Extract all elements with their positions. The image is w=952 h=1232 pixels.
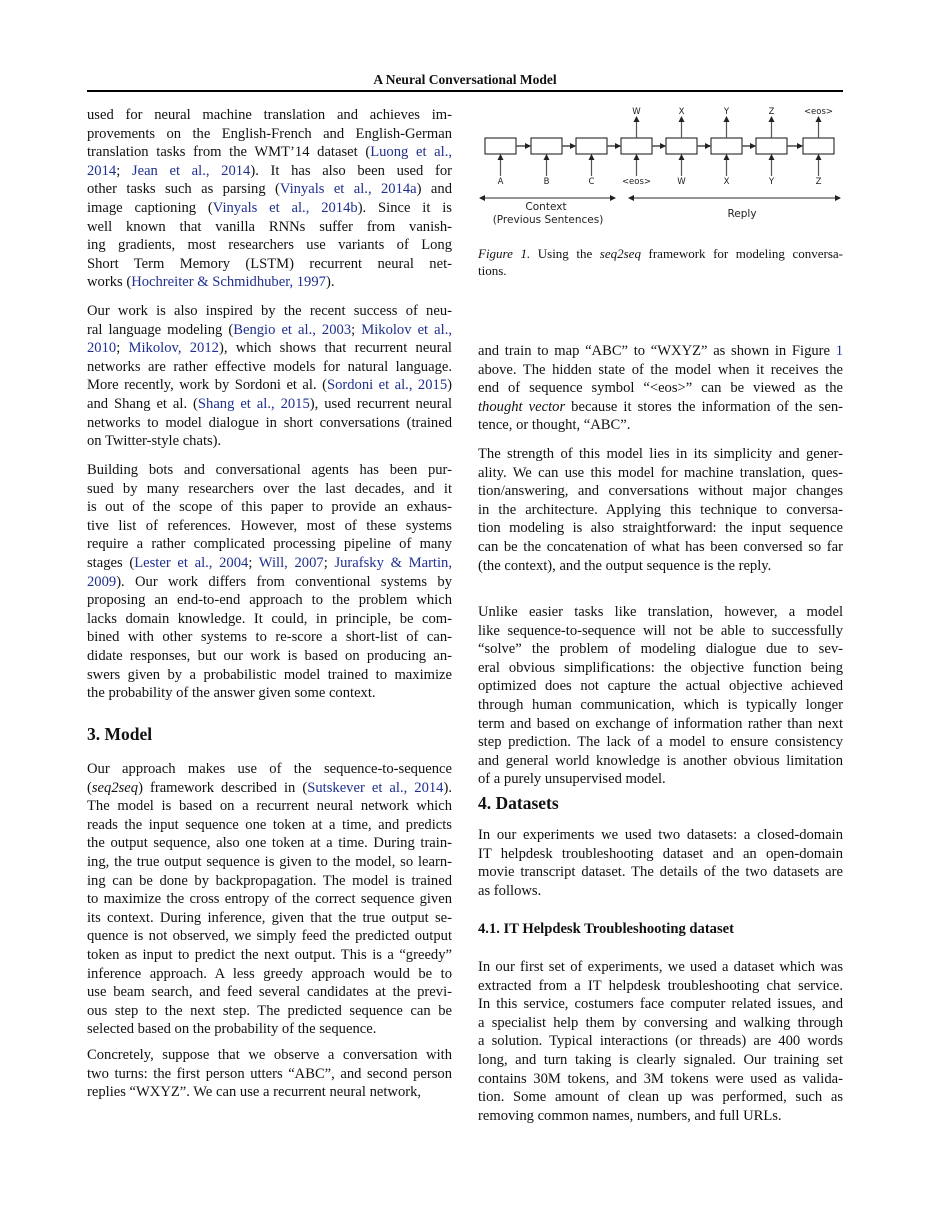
cell-input-label: C	[588, 177, 595, 187]
body-text: The model is based on a recurrent neural network which	[87, 798, 452, 815]
body-text: ing gradients, most researchers use variants of Long	[87, 237, 452, 254]
lstm-cell-box	[531, 138, 562, 154]
cell-input-label: B	[543, 177, 550, 187]
text-line	[87, 218, 452, 237]
figure-1-caption	[478, 245, 843, 279]
body-text: above. The hidden state of the model when it receives the	[478, 361, 843, 378]
context-sublabel: (Previous Sentences)	[492, 214, 604, 226]
body-text: ral language modeling (	[87, 321, 234, 338]
text-line	[478, 445, 843, 464]
body-text: translation tasks from the WMT’14 dataset (	[87, 144, 371, 161]
body-text: its context. During inference, given that the true output se-	[87, 909, 452, 926]
body-text: ;	[351, 321, 362, 338]
body-text: as follows.	[478, 882, 542, 899]
reply-label: Reply	[727, 208, 757, 220]
body-text: In our first set of experiments, we used a dataset which was	[478, 959, 843, 975]
figure-1-seq2seq-diagram	[478, 100, 846, 230]
cell-output-label: <eos>	[803, 107, 834, 117]
text-line	[87, 236, 452, 255]
text-line	[87, 666, 452, 685]
lstm-cell-box	[576, 138, 607, 154]
body-text: quence is not observed, we simply feed the predicted output	[87, 928, 452, 945]
body-text: works (	[87, 274, 132, 291]
text-line	[87, 853, 452, 872]
text-line	[478, 770, 843, 789]
text-line	[87, 414, 452, 433]
text-line	[87, 535, 452, 554]
body-text: proposing an end-to-end approach to the problem which	[87, 592, 452, 609]
cell-input-label: W	[677, 177, 686, 187]
text-line	[87, 909, 452, 928]
body-text: the output sequence, also one token at a time. During train-	[87, 835, 452, 852]
body-text: sued by many researchers over the last decades, and it	[87, 480, 452, 497]
paragraph-concrete-example	[87, 1046, 452, 1102]
text-line	[87, 339, 452, 358]
text-line	[87, 180, 452, 199]
body-text: ), which shows that recurrent neural	[218, 340, 452, 357]
body-text: and general world knowledge is another obvious limitation	[478, 752, 843, 769]
paragraph-language-modeling	[87, 302, 452, 451]
text-line	[87, 376, 452, 395]
body-text: ) and	[416, 181, 452, 198]
body-text: used for neural machine translation and achieves im-	[87, 107, 452, 123]
body-text: (the context), and the output sequence is the reply.	[478, 557, 772, 574]
lstm-cell-box	[756, 138, 787, 154]
body-text: on Twitter-style chats).	[87, 433, 222, 450]
text-line	[478, 882, 843, 901]
text-line	[478, 1107, 843, 1126]
text-line	[87, 872, 452, 891]
body-text: use beam search, and feed several candidates at the previ-	[87, 984, 452, 1001]
paragraph-thought-vector	[478, 342, 843, 435]
text-line	[478, 622, 843, 641]
body-text: ;	[323, 554, 335, 571]
text-line	[478, 501, 843, 520]
body-text: didate responses, but our work is based on producing an-	[87, 647, 452, 664]
text-line	[87, 983, 452, 1002]
body-text: a solution. Typical interactions (or threads) are 400 words	[478, 1033, 843, 1050]
text-line	[478, 752, 843, 771]
citation-link[interactable]: Jurafsky & Martin,	[334, 554, 452, 571]
body-text: require a rather complicated processing pipeline of many	[87, 536, 452, 553]
text-line	[87, 321, 452, 340]
body-text: long, and turn taking is clearly signaled. Our training set	[478, 1051, 843, 1068]
body-text: can be the concatenation of what has been conversed so far	[478, 538, 843, 555]
body-text: optimized does not capture the actual objective achieved	[478, 678, 843, 695]
text-line	[87, 498, 452, 517]
emphasis-text: thought vector	[478, 398, 566, 415]
body-text: step prediction. The lack of a model to ensure consistency	[478, 734, 843, 751]
text-line	[87, 199, 452, 218]
citation-link[interactable]: Bengio et al., 2003	[233, 321, 352, 338]
body-text: is out of the scope of this paper to provide an exhaus-	[87, 499, 452, 516]
caption-line	[478, 245, 843, 262]
paragraph-intro-rnn	[87, 106, 452, 292]
text-line	[478, 715, 843, 734]
body-text: ).	[325, 274, 335, 291]
body-text: tive list of references. However, most of these systems	[87, 517, 452, 534]
citation-link[interactable]: Jean et al., 2014	[131, 162, 251, 179]
text-line	[87, 461, 452, 480]
header-rule	[87, 90, 843, 92]
citation-link[interactable]: Luong et al.,	[370, 144, 452, 161]
body-text: removing common names, numbers, and full URLs.	[478, 1107, 782, 1124]
text-line	[87, 591, 452, 610]
body-text: tion. Some amount of clean up was performed, such as	[478, 1089, 843, 1106]
text-line	[478, 995, 843, 1014]
body-text: well known that vanilla RNNs suffer from vanish-	[87, 218, 452, 235]
lstm-cell-box	[621, 138, 652, 154]
body-text: two turns: the first person utters “ABC”, and second person	[87, 1065, 452, 1082]
text-line	[478, 1032, 843, 1051]
text-line	[478, 826, 843, 845]
body-text: and Shang et al. (	[87, 395, 198, 412]
body-text: ;	[116, 162, 132, 179]
text-line	[87, 554, 452, 573]
body-text: contains 30M tokens, and 3M tokens were used as valida-	[478, 1070, 843, 1087]
text-line	[478, 1088, 843, 1107]
body-text: reads the input sequence one token at a time, and predicts	[87, 816, 452, 833]
paragraph-it-helpdesk-dataset	[478, 958, 843, 1125]
citation-link[interactable]: Shang et al., 2015	[197, 395, 310, 412]
body-text: ous step to the next step. The predicted sequence can be	[87, 1002, 452, 1019]
body-text: because it stores the information of the sen-	[565, 398, 843, 415]
text-line	[87, 255, 452, 274]
body-text: other tasks such as parsing (	[87, 181, 280, 198]
citation-link[interactable]: Sutskever et al., 2014	[307, 779, 444, 796]
text-line	[478, 416, 843, 435]
body-text: ;	[116, 340, 129, 357]
body-text: networks are rather effective models for natural language.	[87, 358, 452, 375]
body-text: stages (	[87, 554, 135, 571]
body-text: ) framework described in (	[138, 779, 308, 796]
text-line	[478, 1051, 843, 1070]
body-text: In our experiments we used two datasets: a closed-domain	[478, 827, 843, 843]
body-text: and train to map “ABC” to “WXYZ” as shown in Figure	[478, 343, 836, 359]
body-text: ). Since it is	[357, 199, 452, 216]
text-line	[478, 379, 843, 398]
body-text: framework for modeling conversa-	[640, 246, 843, 261]
text-line	[87, 106, 452, 125]
text-line	[478, 603, 843, 622]
paragraph-model-approach	[87, 760, 452, 1039]
text-line	[478, 677, 843, 696]
body-text: tions.	[478, 263, 507, 278]
body-text: Using the	[530, 246, 600, 261]
body-text: to maximize the cross entropy of the correct sequence given	[87, 891, 452, 908]
text-line	[87, 302, 452, 321]
text-line	[87, 273, 452, 292]
lstm-cell-box	[485, 138, 516, 154]
text-line	[478, 845, 843, 864]
body-text: movie transcript dataset. The details of the two datasets are	[478, 864, 843, 881]
text-line	[87, 125, 452, 144]
text-line	[87, 834, 452, 853]
body-text: Our work is also inspired by the recent success of neu-	[87, 303, 452, 319]
body-text: Building bots and conversational agents has been pur-	[87, 462, 452, 478]
text-line	[478, 958, 843, 977]
body-text: inference approach. A less greedy approach would be to	[87, 965, 452, 982]
text-line	[87, 358, 452, 377]
lstm-cell-box	[666, 138, 697, 154]
cell-output-label: Z	[768, 107, 775, 117]
citation-link[interactable]: Lester et al., 2004	[134, 554, 249, 571]
body-text: )	[447, 377, 452, 394]
citation-link[interactable]: Mikolov, 2012	[128, 340, 219, 357]
context-label: Context	[525, 201, 567, 213]
cell-output-label: X	[678, 107, 685, 117]
citation-link[interactable]: Sordoni et al., 2015	[326, 377, 448, 394]
cell-input-label: A	[497, 177, 504, 187]
lstm-cell-box	[803, 138, 834, 154]
body-text: ing, the true output sequence is given to the model, so learn-	[87, 853, 452, 870]
text-line	[478, 1070, 843, 1089]
section-heading-model: 3. Model	[87, 724, 153, 744]
body-text: tence, or thought, “ABC”.	[478, 417, 631, 434]
body-text: like sequence-to-sequence will not be able to successfully	[478, 622, 843, 639]
text-line	[87, 927, 452, 946]
body-text: ), used recurrent neural	[309, 395, 452, 412]
body-text: the probability of the answer given some context.	[87, 685, 376, 702]
body-text: through human communication, which is typically longer	[478, 696, 843, 713]
body-text: Our approach makes use of the sequence-to-sequence	[87, 761, 452, 777]
citation-link[interactable]: Vinyals et al., 2014a	[279, 181, 417, 198]
body-text: ). It has also been used for	[250, 162, 452, 179]
body-text: term and based on exchange of information rather than next	[478, 715, 843, 732]
seq2seq-diagram-svg	[478, 100, 846, 230]
body-text: ;	[248, 554, 259, 571]
text-line	[478, 398, 843, 417]
body-text: in the architecture. Applying this technique to conversa-	[478, 501, 843, 518]
text-line	[478, 696, 843, 715]
text-line	[478, 640, 843, 659]
paragraph-conversational-agents	[87, 461, 452, 703]
body-text: networks to model dialogue in short conversations (trained	[87, 414, 452, 431]
body-text: The strength of this model lies in its simplicity and gener-	[478, 446, 843, 462]
text-line	[87, 965, 452, 984]
body-text: token as input to predict the next output. This is a “greedy”	[87, 946, 452, 963]
text-line	[87, 573, 452, 592]
text-line	[478, 361, 843, 380]
text-line	[87, 162, 452, 181]
emphasis-text: Figure 1.	[478, 246, 531, 261]
emphasis-text: seq2seq	[599, 246, 641, 261]
body-text: tion/answering, and conversations without major changes	[478, 483, 843, 500]
body-text: Unlike easier tasks like translation, however, a model	[478, 604, 843, 620]
body-text: More recently, work by Sordoni et al. (	[87, 377, 327, 394]
body-text: In this service, costumers face computer related issues, and	[478, 996, 843, 1013]
body-text: ing can be done by backpropagation. The model is trained	[87, 872, 452, 889]
body-text: Short Term Memory (LSTM) recurrent neural net-	[87, 255, 452, 272]
body-text: eral obvious simplifications: the objective function being	[478, 659, 843, 676]
body-text: replies “WXYZ”. We can use a recurrent neural network,	[87, 1084, 422, 1101]
text-line	[478, 1014, 843, 1033]
body-text: provements on the English-French and English-German	[87, 125, 452, 142]
body-text: (	[87, 779, 92, 796]
body-text: lacks domain knowledge. It could, in principle, be com-	[87, 610, 452, 627]
citation-link[interactable]: Vinyals et al., 2014b	[212, 199, 358, 216]
text-line	[87, 1065, 452, 1084]
text-line	[478, 538, 843, 557]
body-text: bined with other systems to re-score a short-list of can-	[87, 629, 452, 646]
text-line	[87, 779, 452, 798]
text-line	[87, 684, 452, 703]
body-text: swers given by a probabilistic model trained to maximize	[87, 666, 452, 683]
emphasis-text: seq2seq	[91, 779, 139, 796]
paragraph-datasets-intro	[478, 826, 843, 900]
body-text: selected based on the probability of the sequence.	[87, 1021, 377, 1038]
body-text: end of sequence symbol “<eos>” can be viewed as the	[478, 380, 843, 397]
body-text: extracted from a IT helpdesk troubleshooting chat service.	[478, 977, 843, 994]
text-line	[87, 480, 452, 499]
citation-link[interactable]: 2014	[87, 162, 117, 179]
text-line	[87, 946, 452, 965]
text-line	[87, 1083, 452, 1102]
citation-link[interactable]: Mikolov et al.,	[361, 321, 453, 338]
cell-input-label: Z	[815, 177, 822, 187]
body-text: ). Our work differs from conventional systems by	[116, 573, 452, 590]
body-text: tion modeling is also straightforward: the input sequence	[478, 520, 843, 537]
text-line	[478, 519, 843, 538]
text-line	[87, 797, 452, 816]
text-line	[478, 464, 843, 483]
cell-input-label: <eos>	[621, 177, 652, 187]
text-line	[87, 890, 452, 909]
paragraph-limitations	[478, 603, 843, 789]
text-line	[87, 628, 452, 647]
text-line	[87, 1046, 452, 1065]
text-line	[87, 647, 452, 666]
body-text: IT helpdesk troubleshooting dataset and an open-domain	[478, 845, 843, 862]
text-line	[87, 816, 452, 835]
text-line	[87, 395, 452, 414]
citation-link[interactable]: Will, 2007	[258, 554, 324, 571]
text-line	[87, 432, 452, 451]
text-line	[478, 733, 843, 752]
text-line	[87, 1002, 452, 1021]
text-line	[87, 760, 452, 779]
body-text: ality. We can use this model for machine translation, ques-	[478, 464, 843, 481]
text-line	[478, 557, 843, 576]
text-line	[478, 977, 843, 996]
section-heading-datasets: 4. Datasets	[478, 793, 559, 813]
text-line	[478, 863, 843, 882]
lstm-cell-box	[711, 138, 742, 154]
body-text: ).	[443, 779, 452, 796]
cell-input-label: X	[723, 177, 730, 187]
text-line	[87, 1020, 452, 1039]
text-line	[87, 610, 452, 629]
text-line	[478, 659, 843, 678]
body-text: “solve” the problem of modeling dialogue due to sev-	[478, 641, 843, 658]
cell-input-label: Y	[768, 177, 775, 187]
citation-link[interactable]: 1	[835, 343, 843, 359]
citation-link[interactable]: 2009	[87, 573, 117, 590]
cell-output-label: W	[632, 107, 641, 117]
text-line	[478, 342, 843, 361]
body-text: image captioning (	[87, 199, 213, 216]
citation-link[interactable]: 2010	[87, 340, 117, 357]
caption-line	[478, 262, 843, 279]
running-title: A Neural Conversational Model	[373, 72, 557, 87]
body-text: Concretely, suppose that we observe a conversation with	[87, 1047, 452, 1063]
cell-output-label: Y	[723, 107, 730, 117]
body-text: a specialist help them by conversing and walking through	[478, 1014, 843, 1031]
text-line	[478, 482, 843, 501]
text-line	[87, 143, 452, 162]
text-line	[87, 517, 452, 536]
paragraph-model-strength	[478, 445, 843, 575]
body-text: of a purely unsupervised model.	[478, 771, 666, 788]
subsection-heading-it-helpdesk: 4.1. IT Helpdesk Troubleshooting dataset	[478, 921, 734, 937]
citation-link[interactable]: Hochreiter & Schmidhuber, 1997	[131, 274, 326, 291]
